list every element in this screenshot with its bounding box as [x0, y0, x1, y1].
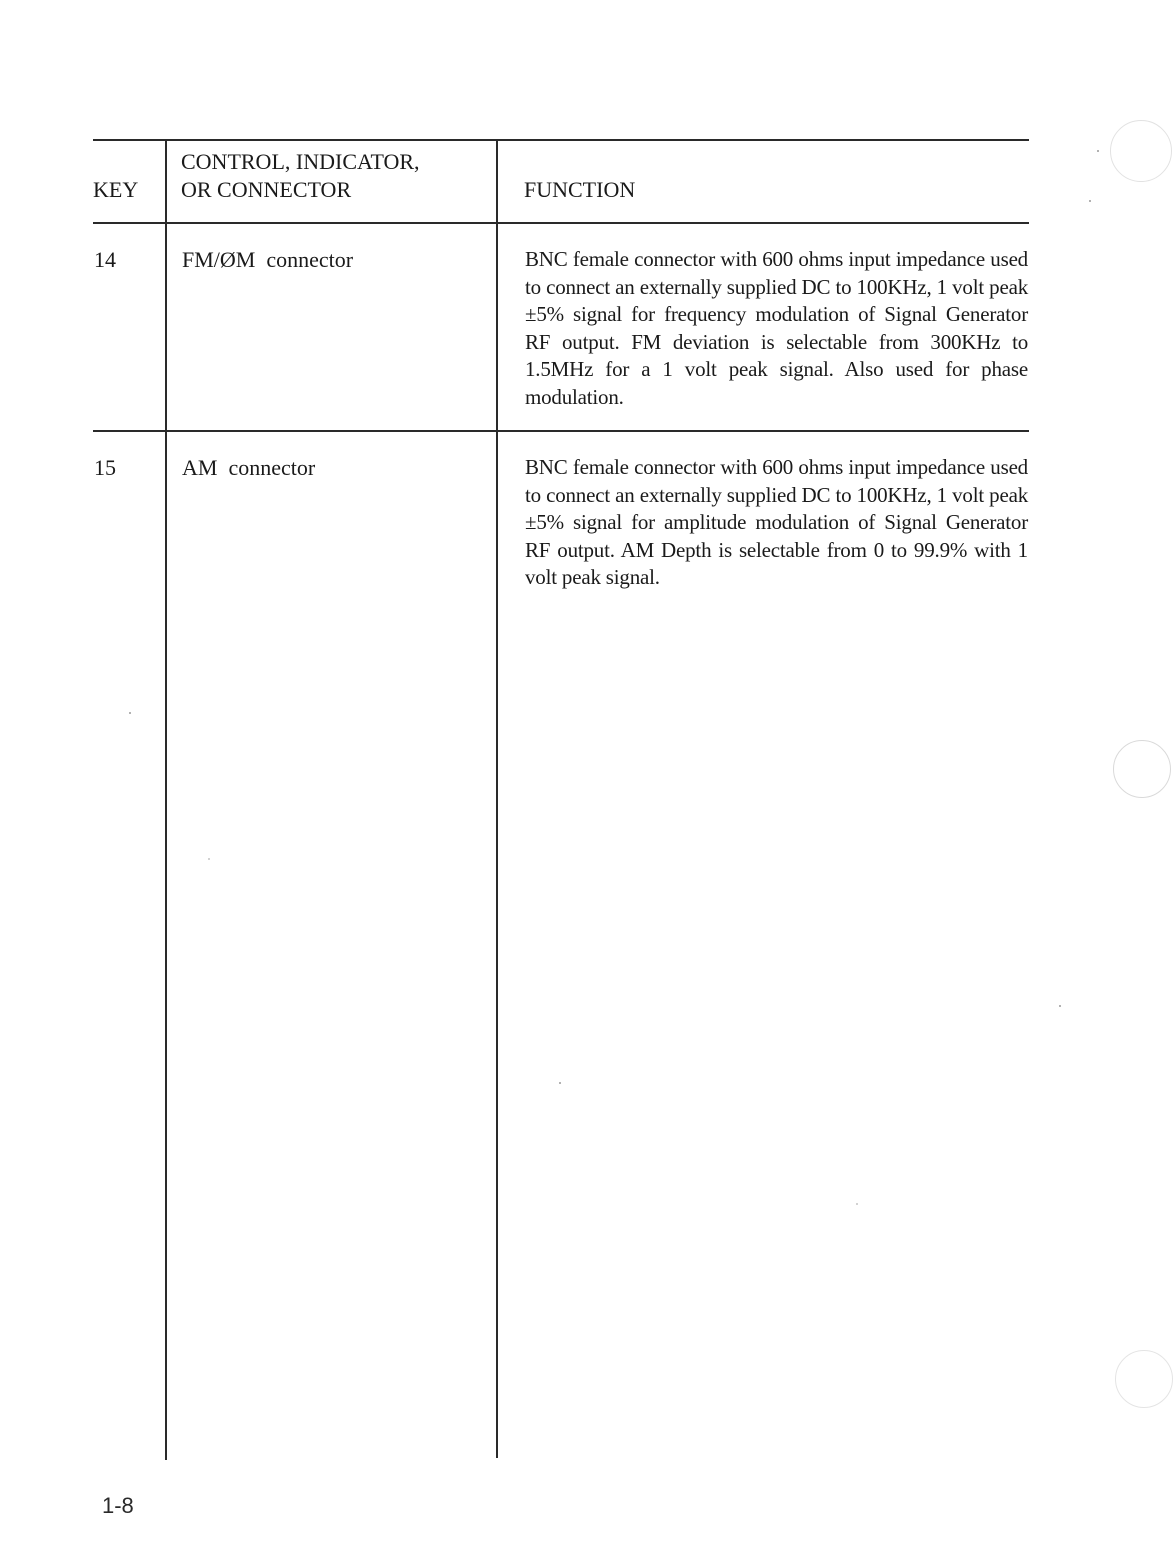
header-bottom-rule: [93, 222, 1029, 224]
binder-hole-mark: [1115, 1350, 1173, 1408]
row-14-control: FM/ØM connector: [182, 247, 354, 272]
header-control-line2: OR CONNECTOR: [181, 177, 352, 202]
scan-speck: [129, 712, 131, 714]
table-top-rule: [93, 139, 1029, 141]
scan-speck: [1097, 150, 1099, 152]
scan-speck: [559, 1082, 561, 1084]
row-divider-rule: [93, 430, 1029, 432]
header-function: FUNCTION: [524, 177, 636, 202]
binder-hole-mark: [1113, 740, 1171, 798]
header-key: KEY: [93, 177, 139, 202]
key-column-divider: [165, 140, 167, 1460]
binder-hole-mark: [1110, 120, 1172, 182]
scan-speck: [1059, 1005, 1061, 1007]
page-number: 1-8: [102, 1493, 134, 1518]
row-15-control: AM connector: [182, 455, 316, 480]
row-14-function: BNC female connector with 600 ohms input impedance used to connect an externally supplied DC to 100KHz, 1 volt peak ±5% signal for frequency modulation of Signal Generator RF output. FM deviation is selectable from 300KHz to 1.5MHz for a 1 volt peak signal. Also used for phase modulation.: [525, 247, 1028, 409]
row-14-key: 14: [94, 247, 116, 272]
header-control-line1: CONTROL, INDICATOR,: [181, 149, 420, 174]
scan-speck: [208, 858, 210, 860]
control-column-divider: [496, 140, 498, 1458]
scan-speck: [856, 1203, 858, 1205]
scan-speck: [1089, 200, 1091, 202]
row-15-function: BNC female connector with 600 ohms input impedance used to connect an externally supplied DC to 100KHz, 1 volt peak ±5% signal for amplitude modulation of Signal Generator RF output. AM Depth is selectable from 0 to 99.9% with 1 volt peak signal.: [525, 455, 1028, 590]
row-15-key: 15: [94, 455, 116, 480]
